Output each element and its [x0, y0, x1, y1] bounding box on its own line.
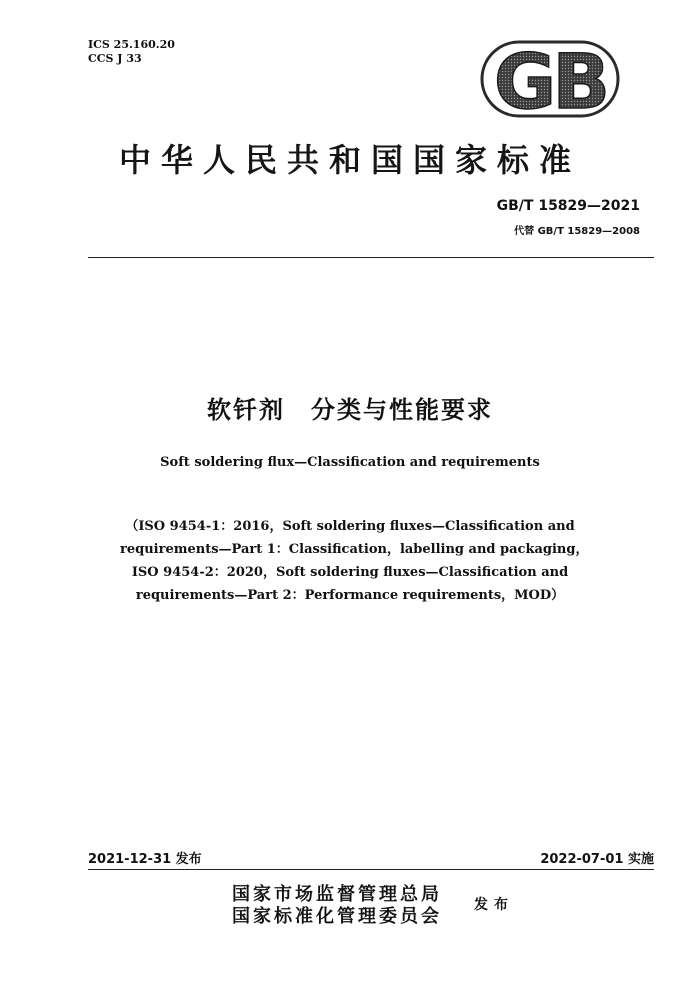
chinese-title: 软钎剂 分类与性能要求	[207, 396, 493, 424]
national-standard-title: 中华人民共和国国家标准	[118, 141, 581, 179]
ics-code: ICS 25.160.20	[88, 38, 175, 51]
bottom-divider	[88, 869, 654, 870]
iso-reference-line: requirements—Part 2：Performance requirements，MOD）	[135, 588, 565, 603]
publish-label: 发布	[474, 897, 514, 913]
top-divider	[88, 257, 654, 258]
iso-reference-line: ISO 9454-2：2020，Soft soldering fluxes—Classification and	[131, 565, 569, 580]
gb-logo-text: GB	[493, 40, 607, 118]
english-title: Soft soldering flux—Classification and requirements	[160, 455, 540, 470]
agency-name: 国家市场监督管理总局	[232, 884, 442, 905]
replaces-standard: 代替 GB/T 15829—2008	[514, 226, 640, 237]
issue-date: 2021-12-31 发布	[88, 852, 202, 867]
iso-reference-line: （ISO 9454-1：2016，Soft soldering fluxes—Classification and	[125, 519, 575, 534]
gb-logo	[480, 40, 620, 118]
iso-reference-line: requirements—Part 1：Classification，labelling and packaging，	[120, 542, 589, 557]
iso-reference	[120, 515, 589, 607]
ccs-code: CCS J 33	[88, 52, 142, 65]
agency-name: 国家标准化管理委员会	[232, 906, 442, 927]
standard-number: GB/T 15829—2021	[496, 198, 640, 214]
implementation-date: 2022-07-01 实施	[540, 852, 654, 867]
issuing-agencies	[232, 884, 442, 928]
classification-codes	[88, 38, 175, 66]
